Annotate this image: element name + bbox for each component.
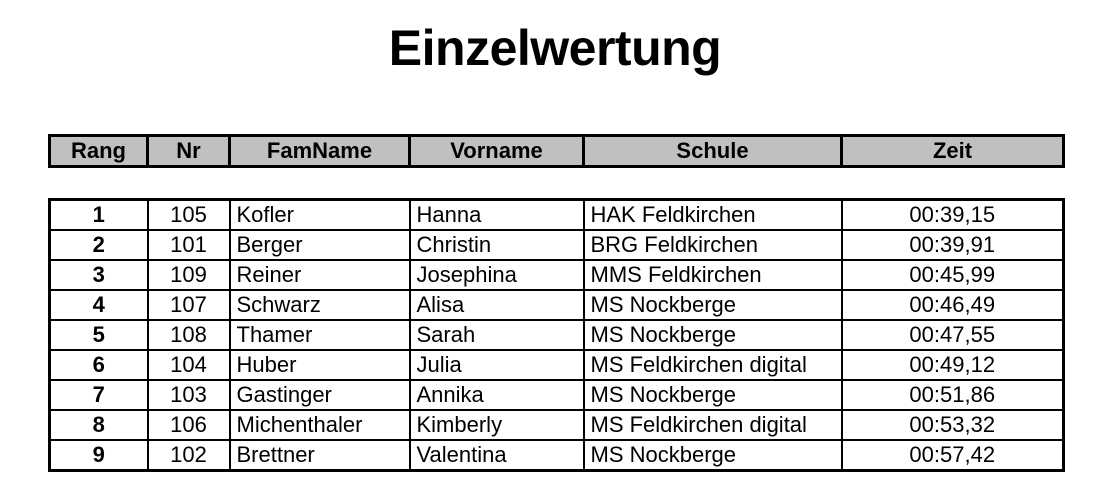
cell-schule: MS Nockberge [584, 440, 842, 471]
table-row [50, 230, 1064, 260]
table-row [50, 440, 1064, 471]
column-header-famname: FamName [230, 136, 410, 167]
cell-rang: 3 [50, 260, 148, 290]
cell-nr: 109 [148, 260, 230, 290]
cell-famname: Thamer [230, 320, 410, 350]
cell-zeit: 00:45,99 [842, 260, 1064, 290]
cell-famname: Brettner [230, 440, 410, 471]
column-header-zeit: Zeit [842, 136, 1064, 167]
cell-schule: MS Feldkirchen digital [584, 350, 842, 380]
cell-rang: 7 [50, 380, 148, 410]
table-row [50, 320, 1064, 350]
cell-zeit: 00:57,42 [842, 440, 1064, 471]
cell-famname: Schwarz [230, 290, 410, 320]
cell-zeit: 00:53,32 [842, 410, 1064, 440]
cell-vorname: Hanna [410, 200, 584, 231]
table-row [50, 380, 1064, 410]
table-row [50, 200, 1064, 231]
table-row [50, 290, 1064, 320]
cell-vorname: Valentina [410, 440, 584, 471]
cell-rang: 2 [50, 230, 148, 260]
cell-vorname: Annika [410, 380, 584, 410]
table-row [50, 410, 1064, 440]
cell-nr: 104 [148, 350, 230, 380]
cell-nr: 101 [148, 230, 230, 260]
cell-schule: MS Feldkirchen digital [584, 410, 842, 440]
cell-zeit: 00:46,49 [842, 290, 1064, 320]
cell-vorname: Alisa [410, 290, 584, 320]
cell-vorname: Sarah [410, 320, 584, 350]
cell-zeit: 00:39,91 [842, 230, 1064, 260]
cell-rang: 5 [50, 320, 148, 350]
cell-famname: Gastinger [230, 380, 410, 410]
cell-rang: 6 [50, 350, 148, 380]
table-header-row [50, 136, 1064, 167]
cell-vorname: Christin [410, 230, 584, 260]
table-spacer [50, 167, 1064, 200]
column-header-rang: Rang [50, 136, 148, 167]
cell-schule: BRG Feldkirchen [584, 230, 842, 260]
cell-rang: 8 [50, 410, 148, 440]
cell-zeit: 00:49,12 [842, 350, 1064, 380]
cell-nr: 103 [148, 380, 230, 410]
cell-schule: MS Nockberge [584, 290, 842, 320]
cell-rang: 1 [50, 200, 148, 231]
cell-nr: 108 [148, 320, 230, 350]
cell-zeit: 00:47,55 [842, 320, 1064, 350]
cell-schule: MMS Feldkirchen [584, 260, 842, 290]
table-body [50, 200, 1064, 471]
table-header [50, 136, 1064, 167]
table-row [50, 350, 1064, 380]
cell-famname: Berger [230, 230, 410, 260]
column-header-schule: Schule [584, 136, 842, 167]
cell-zeit: 00:39,15 [842, 200, 1064, 231]
cell-nr: 107 [148, 290, 230, 320]
cell-nr: 105 [148, 200, 230, 231]
cell-famname: Reiner [230, 260, 410, 290]
cell-vorname: Julia [410, 350, 584, 380]
cell-nr: 102 [148, 440, 230, 471]
cell-rang: 9 [50, 440, 148, 471]
results-table-container [48, 134, 1062, 472]
page-title: Einzelwertung [388, 20, 722, 76]
spacer-row [50, 167, 1064, 200]
cell-zeit: 00:51,86 [842, 380, 1064, 410]
column-header-vorname: Vorname [410, 136, 584, 167]
column-header-nr: Nr [148, 136, 230, 167]
cell-vorname: Josephina [410, 260, 584, 290]
cell-famname: Huber [230, 350, 410, 380]
cell-vorname: Kimberly [410, 410, 584, 440]
cell-schule: MS Nockberge [584, 320, 842, 350]
results-table [48, 134, 1065, 472]
cell-schule: HAK Feldkirchen [584, 200, 842, 231]
table-row [50, 260, 1064, 290]
cell-famname: Michenthaler [230, 410, 410, 440]
spacer-cell [50, 167, 1064, 200]
cell-rang: 4 [50, 290, 148, 320]
cell-nr: 106 [148, 410, 230, 440]
cell-schule: MS Nockberge [584, 380, 842, 410]
cell-famname: Kofler [230, 200, 410, 231]
